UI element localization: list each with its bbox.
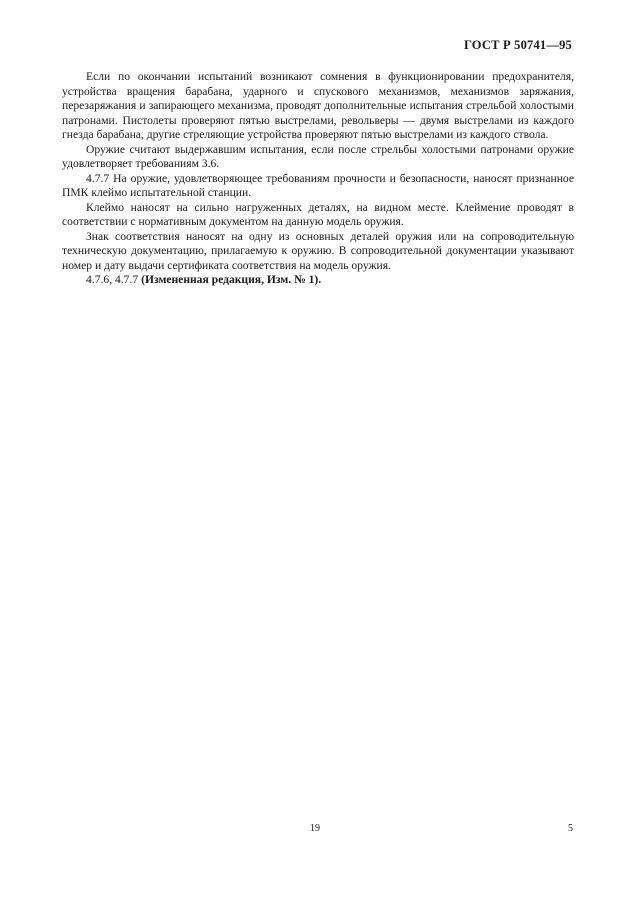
paragraph-stamp-location: Клеймо наносят на сильно нагруженных деталях, на видном месте. Клеймение проводят в соответствии с нормативным документом на данную модель оружия. [62,200,574,228]
document-body [62,70,574,288]
paragraph-4-7-7-marking: 4.7.7 На оружие, удовлетворяющее требованиям прочности и безопасности, наносят признанное ПМК клеймо испытательной станции. [62,171,574,199]
revision-note-bold: (Измененная редакция, Изм. № 1). [141,273,322,286]
paragraph-tests-passed: Оружие считают выдержавшим испытания, если после стрельбы холостыми патронами оружие удовлетворяет требованиям 3.6. [62,142,574,170]
paragraph-revision-note [62,273,574,288]
revision-clauses: 4.7.6, 4.7.7 [86,273,139,286]
page-number: 19 [310,823,320,834]
sheet-number: 5 [568,823,573,834]
paragraph-additional-tests: Если по окончании испытаний возникают сомнения в функционировании предохранителя, устройства вращения барабана, ударного и спускового механизмов, механизмов заряжания, перезаряжания и запирающего механизма, проводят дополнительные испытания стрельбой холостыми патронами. Пистолеты проверяют пятью выстрелами, револьверы — двумя выстрелами из каждого гнезда барабана, другие стреляющие устройства проверяют пятью выстрелами из каждого ствола. [62,70,574,141]
document-id-header: ГОСТ Р 50741—95 [463,38,572,52]
paragraph-conformity-mark: Знак соответствия наносят на одну из основных деталей оружия или на сопроводительную техническую документацию, прилагаемую к оружию. В сопроводительной документации указывают номер и дату выдачи сертификата соответствия на модель оружия. [62,229,574,272]
